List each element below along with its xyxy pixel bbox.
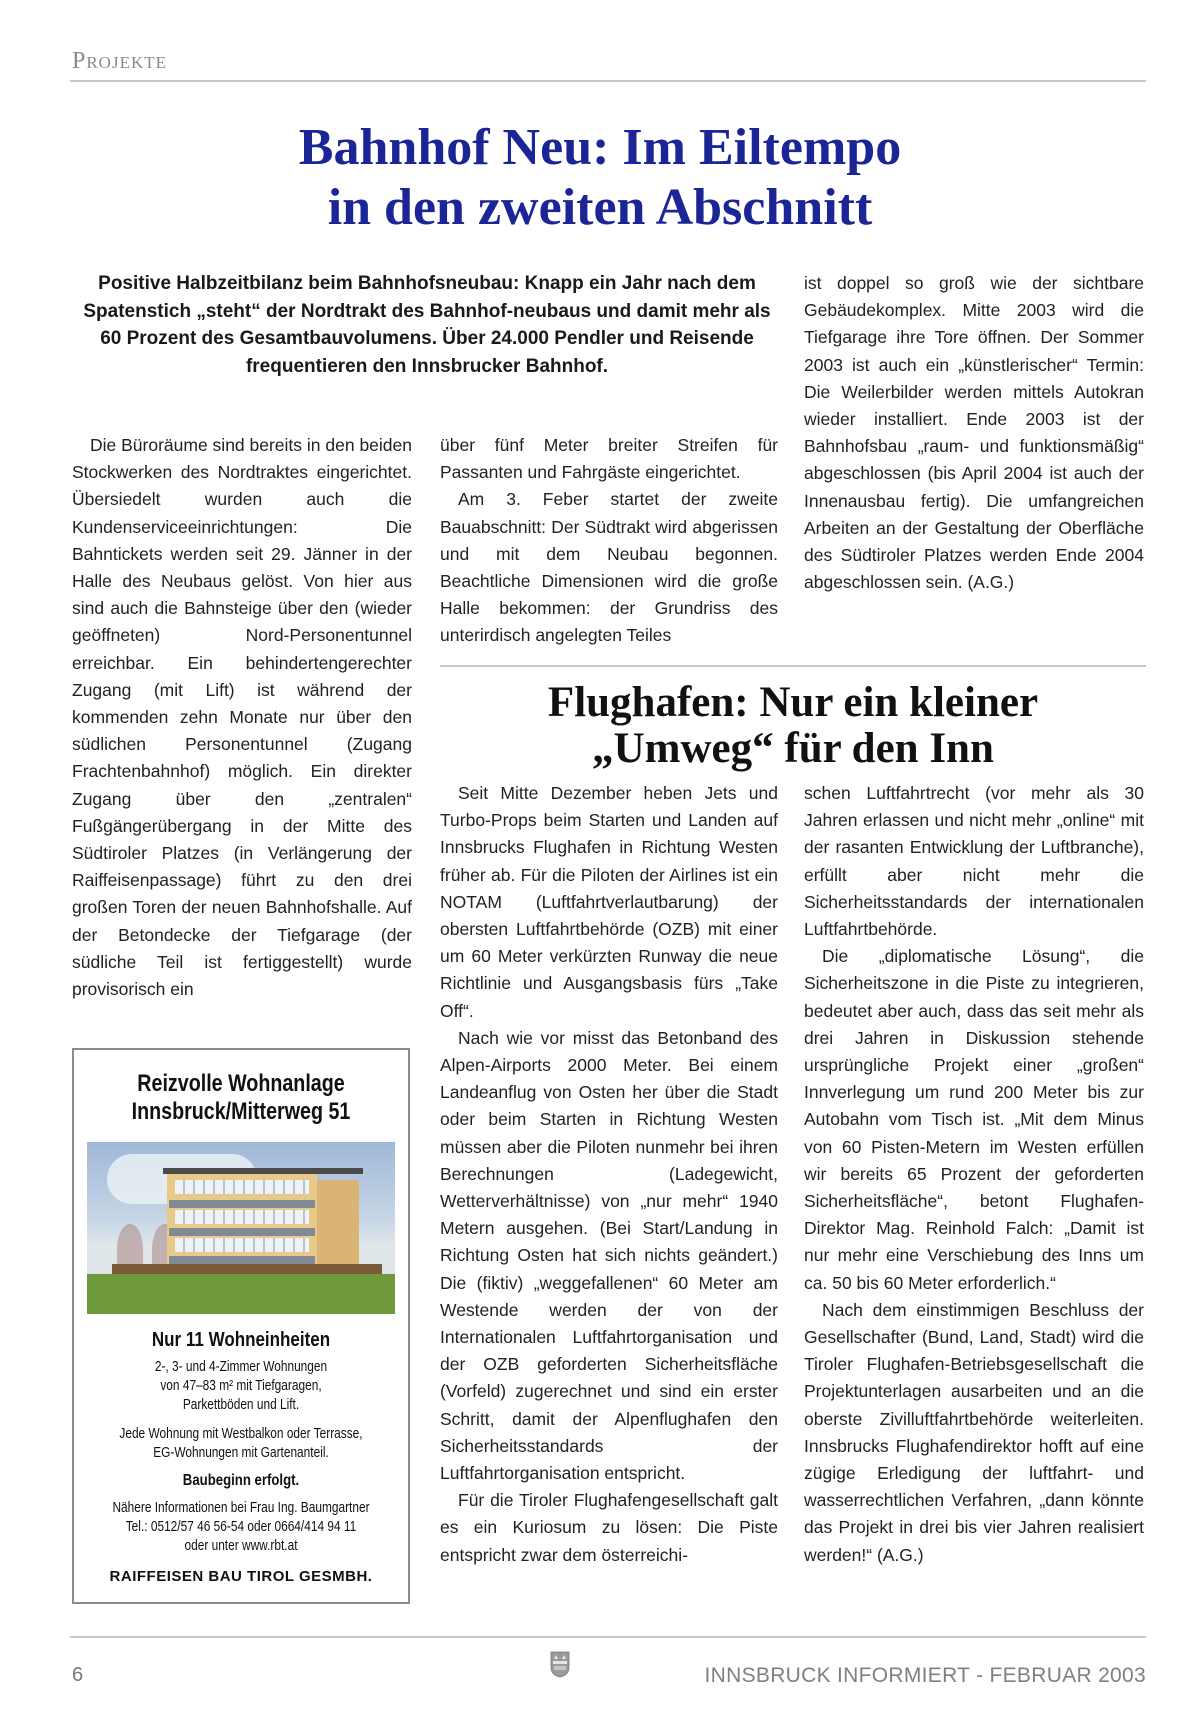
real-estate-advertisement <box>72 1048 410 1604</box>
article-lead: Positive Halbzeitbilanz beim Bahnhofsneubau: Knapp ein Jahr nach dem Spatenstich „steht“ der Nordtrakt des Bahnhof-neubaus und damit mehr als 60 Prozent des Gesamtbauvolumens. Über 24.000 Pendler und Reisende frequentieren den Innsbrucker Bahnhof. <box>83 273 771 377</box>
ad-text-line: EG-Wohnungen mit Gartenanteil. <box>153 1445 329 1461</box>
title-line: „Umweg“ für den Inn <box>592 725 994 772</box>
ad-text-line: 2-, 3- und 4-Zimmer Wohnungen <box>154 1359 328 1375</box>
lawn <box>87 1274 395 1314</box>
bahnhof-column-1 <box>72 432 412 1003</box>
window-row <box>175 1238 309 1252</box>
paragraph: Die Büroräume sind bereits in den beiden Stockwerken des Nordtraktes eingerichtet. Übersiedelt wurden auch die Kundenserviceeinrichtungen: Die Bahntickets werden seit 29. Jänner in der Halle des Neubaus gelöst. Von hier aus sind auch die Bahnsteige über den (wieder geöffneten) Nord-Personentunnel erreichbar. Ein behindertengerechter Zugang (mit Lift) ist während der kommenden zehn Monate nur über den südlichen Personentunnel (Zugang Frachtenbahnhof) möglich. Ein direkter Zugang über den „zentralen“ Fußgängerübergang in der Mitte des Südtiroler Platzes (in Verlängerung der Raiffeisenpassage) führt zu den drei großen Toren der neuen Bahnhofshalle. Auf der Betondecke der Tiefgarage (der südliche Teil ist fertiggestellt) wurde provisorisch ein <box>72 435 412 1000</box>
bahnhof-column-2 <box>440 432 778 650</box>
paragraph: Nach wie vor misst das Betonband des Alpen-Airports 2000 Meter. Bei einem Landeanflug von Osten her über die Stadt oder beim Starten in Richtung Westen müssen aber die Piloten nunmehr bei ihren Berechnungen (Ladegewicht, Wetterverhältnisse) von „nur mehr“ 1940 Metern ausgehen. (Bei Start/Landung in Richtung Osten hat sich nichts geändert.) Die (fiktiv) „weggefallenen“ 60 Meter am Westende werden der von der Internationalen Luftfahrtorganisation und der OZB geforderten Sicherheitsfläche (Vorfeld) zugerechnet und sind ein erster Schritt, damit der Alpenflughafen den Sicherheitsstandards der Luftfahrtorganisation entspricht. <box>440 1027 778 1484</box>
section-label: Projekte <box>72 48 168 74</box>
flughafen-column-1 <box>440 780 778 1569</box>
ad-details <box>104 1358 378 1415</box>
ad-subtitle: Nur 11 Wohneinheiten <box>151 1329 331 1351</box>
paragraph: Am 3. Feber startet der zweite Bauabschnitt: Der Südtrakt wird abgerissen und mit dem Neubau begonnen. Beachtliche Dimensionen wird die große Halle bekommen: der Grundriss des unterirdisch angelegten Teiles <box>440 489 778 646</box>
ad-text-line: von 47–83 m² mit Tiefgaragen, <box>160 1378 322 1394</box>
paragraph: Seit Mitte Dezember heben Jets und Turbo-Props beim Starten und Landen auf Innsbrucks Flughafen in Richtung Westen früher ab. Für die Piloten der Airlines ist ein NOTAM (Luftfahrtverlautbarung) der obersten Luftfahrtbehörde (OZB) mit einer um 60 Meter verkürzten Runway die neue Richtlinie und Ausgangsbasis fürs „Take Off“. <box>440 783 778 1021</box>
article-title-bahnhof <box>100 118 1100 238</box>
ad-company-name: RAIFFEISEN BAU TIROL GESMBH. <box>109 1568 373 1585</box>
innsbruck-coat-of-arms-icon <box>550 1650 570 1678</box>
paragraph: Für die Tiroler Flughafengesellschaft galt es ein Kuriosum zu lösen: Die Piste entspricht zwar dem österreichi- <box>440 1490 778 1565</box>
footer-divider <box>70 1636 1146 1638</box>
ad-text-line: Nähere Informationen bei Frau Ing. Baumgartner <box>112 1500 370 1516</box>
ad-text-line: Tel.: 0512/57 46 56-54 oder 0664/414 94 11 <box>125 1519 357 1535</box>
publication-title: INNSBRUCK INFORMIERT - FEBRUAR 2003 <box>704 1664 1146 1687</box>
ad-status: Baubeginn erfolgt. <box>182 1472 300 1489</box>
ad-title-line: Innsbruck/Mitterweg 51 <box>131 1098 351 1125</box>
paragraph: über fünf Meter breiter Streifen für Passanten und Fahrgäste eingerichtet. <box>440 435 778 483</box>
header-divider <box>70 80 1146 82</box>
balcony <box>169 1200 315 1208</box>
ad-text-line: Jede Wohnung mit Westbalkon oder Terrasse, <box>119 1426 363 1442</box>
article-title-flughafen <box>440 680 1146 772</box>
ad-contact <box>104 1499 378 1556</box>
ad-website-link[interactable]: oder unter www.rbt.at <box>184 1538 298 1554</box>
page-number: 6 <box>72 1664 84 1686</box>
title-line: Bahnhof Neu: Im Eiltempo <box>298 119 902 176</box>
title-line: in den zweiten Abschnitt <box>327 179 873 236</box>
ad-title <box>104 1070 378 1126</box>
window-row <box>175 1210 309 1224</box>
ad-text-line: Parkettböden und Lift. <box>182 1397 300 1413</box>
paragraph: Nach dem einstimmigen Beschluss der Gesellschafter (Bund, Land, Stadt) wird die Tiroler Flughafen-Betriebsgesellschaft die Projektunterlagen ausarbeiten und an die oberste Zivilluftfahrtbehörde weiterleiten. Innsbrucks Flughafendirektor hofft auf eine zügige Erledigung der luftfahrt- und wasserrechtlichen Verfahren, „dann könnte das Projekt in drei bis vier Jahren realisiert werden!“ (A.G.) <box>804 1299 1144 1565</box>
paragraph: schen Luftfahrtrecht (vor mehr als 30 Jahren erlassen und nicht mehr „online“ mit der rasanten Entwicklung der Luftbranche), erfüllt aber nicht mehr die Sicherheitsstandards der internationalen Luftfahrtbehörde. <box>804 783 1144 940</box>
balcony <box>169 1228 315 1236</box>
building-roof <box>163 1168 363 1174</box>
flughafen-column-2 <box>804 780 1144 1569</box>
window-row <box>175 1180 309 1194</box>
ad-features <box>104 1425 378 1463</box>
article-divider <box>440 665 1146 667</box>
paragraph: Die „diplomatische Lösung“, die Sicherheitszone in die Piste zu integrieren, bedeutet aber auch, dass das seit mehr als drei Jahren in Diskussion stehende ursprüngliche Projekt einer „großen“ Innverlegung um rund 200 Meter bis zur Autobahn vom Tisch ist. „Mit dem Minus von 60 Pisten-Metern im Westen erfüllen wir bereits 65 Prozent der geforderten Sicherheitsfläche“, betont Flughafen-Direktor Mag. Reinhold Falch: „Damit ist nur mehr eine Verschiebung des Inns um ca. 50 bis 60 Meter erforderlich.“ <box>804 946 1144 1293</box>
title-line: Flughafen: Nur ein kleiner <box>547 679 1039 726</box>
paragraph: ist doppel so groß wie der sichtbare Gebäudekomplex. Mitte 2003 wird die Tiefgarage ihre Tore öffnen. Der Sommer 2003 ist auch ein „künstlerischer“ Termin: Die Weilerbilder werden mittels Autokran wieder installiert. Ende 2003 ist der Bahnhofsbau „raum- und funktionsmäßig“ abgeschlossen (bis April 2004 ist auch der Innenausbau fertig). Die umfangreichen Arbeiten an der Gestaltung der Oberfläche des Südtiroler Platzes werden Ende 2004 abgeschlossen sein. (A.G.) <box>804 273 1144 593</box>
building-rendering-image <box>87 1142 395 1314</box>
ad-title-line: Reizvolle Wohnanlage <box>137 1070 345 1097</box>
bahnhof-column-3 <box>804 270 1144 596</box>
balcony <box>169 1256 315 1264</box>
